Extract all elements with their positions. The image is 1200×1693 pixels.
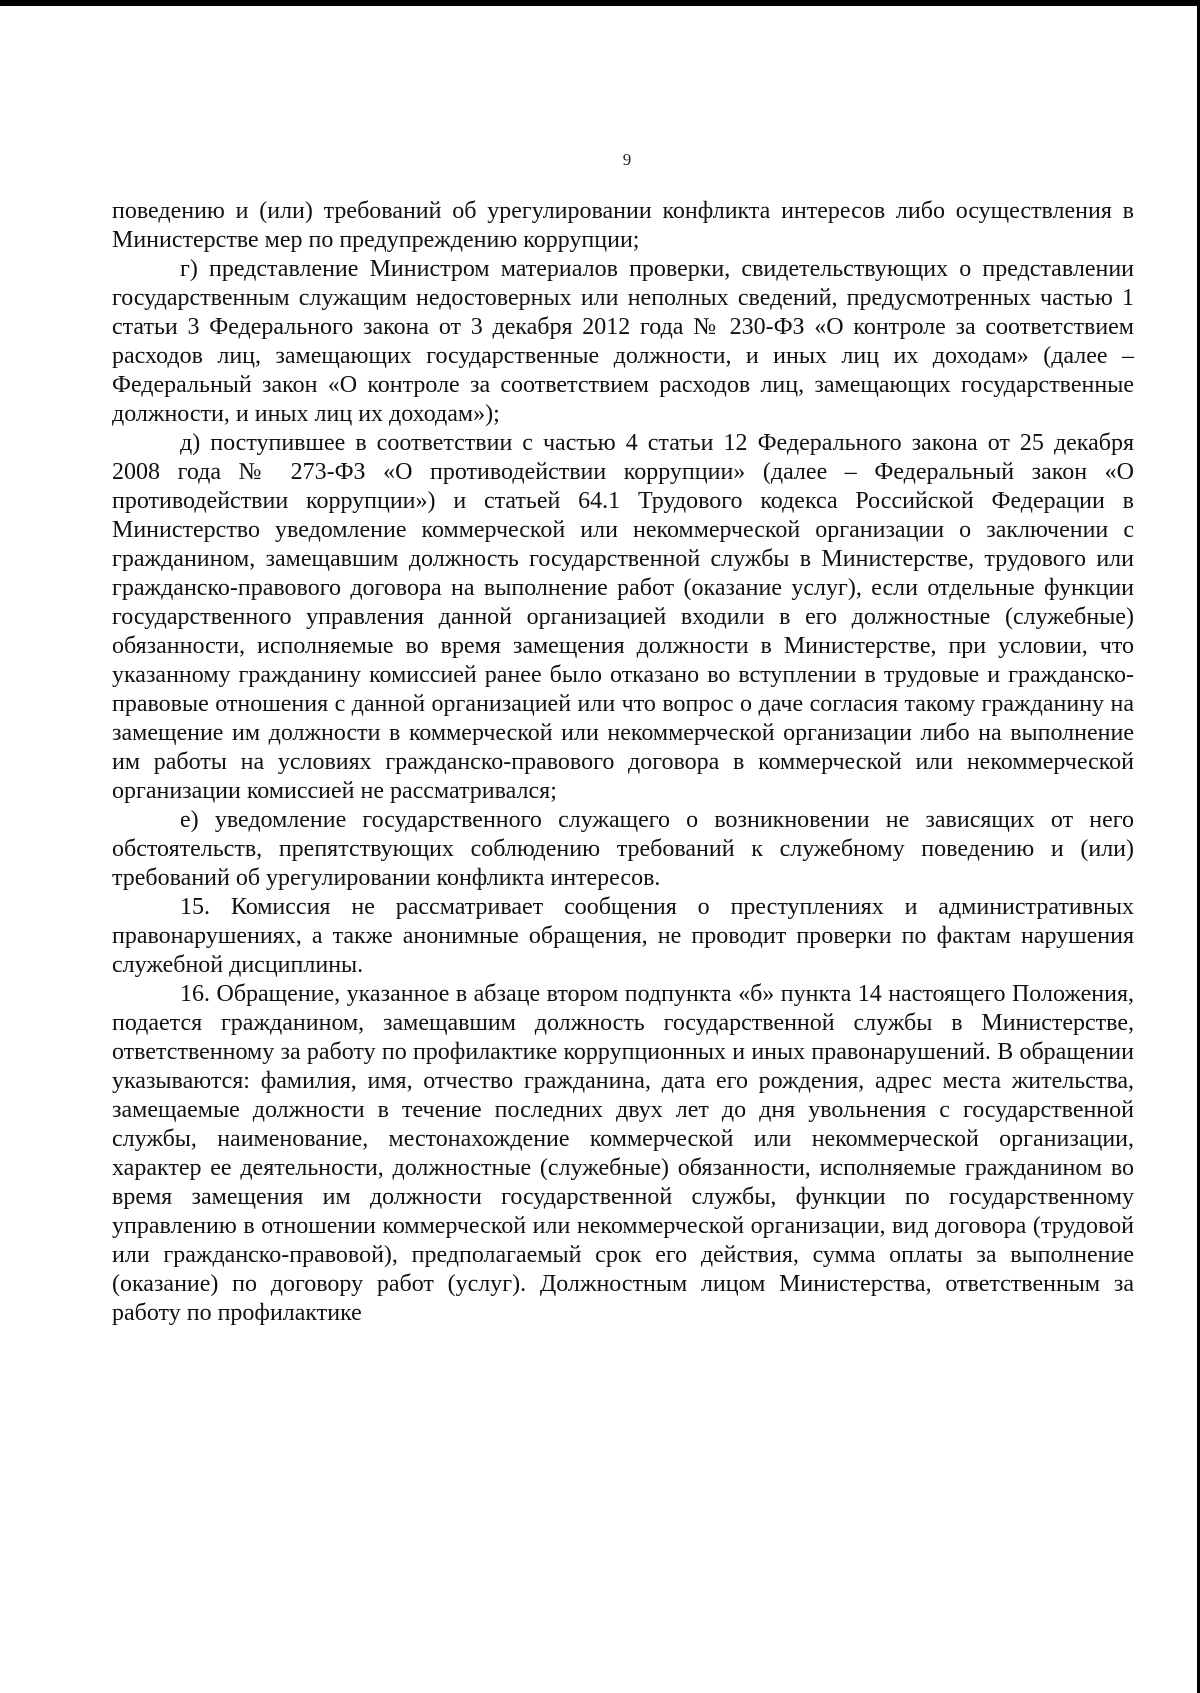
paragraph-item-g: г) представление Министром материалов проверки, свидетельствующих о представлении государственным служащим недостоверных или неполных сведений, предусмотренных частью 1 статьи 3 Федерального закона от 3 декабря 2012 года № 230-ФЗ «О контроле за соответствием расходов лиц, замещающих государственные должности, и иных лиц их доходам» (далее – Федеральный закон «О контроле за соответствием расходов лиц, замещающих государственные должности, и иных лиц их доходам»); xyxy=(112,256,1134,427)
paragraph-item-d: д) поступившее в соответствии с частью 4 статьи 12 Федерального закона от 25 декабря 2008 года № 273-ФЗ «О противодействии коррупции» (далее – Федеральный закон «О противодействии коррупции») и статьей 64.1 Трудового кодекса Российской Федерации в Министерство уведомление коммерческой или некоммерческой организации о заключении с гражданином, замещавшим должность государственной службы в Министерстве, трудового или гражданско-правового договора на выполнение работ (оказание услуг), если отдельные функции государственного управления данной организацией входили в его должностные (служебные) обязанности, исполняемые во время замещения должности в Министерстве, при условии, что указанному гражданину комиссией ранее было отказано во вступлении в трудовые и гражданско-правовые отношения с данной организацией или что вопрос о даче согласия такому гражданину на замещение им должности в коммерческой или некоммерческой организации либо на выполнение им работы на условиях гражданско-правового договора в коммерческой или некоммерческой организации комиссией не рассматривался; xyxy=(112,430,1134,804)
document-body xyxy=(112,197,1134,1328)
paragraph-item-e: е) уведомление государственного служащего о возникновении не зависящих от него обстоятельств, препятствующих соблюдению требований к служебному поведению и (или) требований об урегулировании конфликта интересов. xyxy=(112,807,1134,891)
paragraph-clause-15: 15. Комиссия не рассматривает сообщения о преступлениях и административных правонарушениях, а также анонимные обращения, не проводит проверки по фактам нарушения служебной дисциплины. xyxy=(112,894,1134,978)
page-number: 9 xyxy=(622,150,632,169)
paragraph-clause-16: 16. Обращение, указанное в абзаце втором подпункта «б» пункта 14 настоящего Положения, подается гражданином, замещавшим должность государственной службы в Министерстве, ответственному за работу по профилактике коррупционных и иных правонарушений. В обращении указываются: фамилия, имя, отчество гражданина, дата его рождения, адрес места жительства, замещаемые должности в течение последних двух лет до дня увольнения с государственной службы, наименование, местонахождение коммерческой или некоммерческой организации, характер ее деятельности, должностные (служебные) обязанности, исполняемые гражданином во время замещения им должности государственной службы, функции по государственному управлению в отношении коммерческой или некоммерческой организации, вид договора (трудовой или гражданско-правовой), предполагаемый срок его действия, сумма оплаты за выполнение (оказание) по договору работ (услуг). Должностным лицом Министерства, ответственным за работу по профилактике xyxy=(112,981,1134,1326)
paragraph-continuation: поведению и (или) требований об урегулировании конфликта интересов либо осуществления в Министерстве мер по предупреждению коррупции; xyxy=(112,198,1134,253)
scan-border-top xyxy=(0,0,1200,6)
